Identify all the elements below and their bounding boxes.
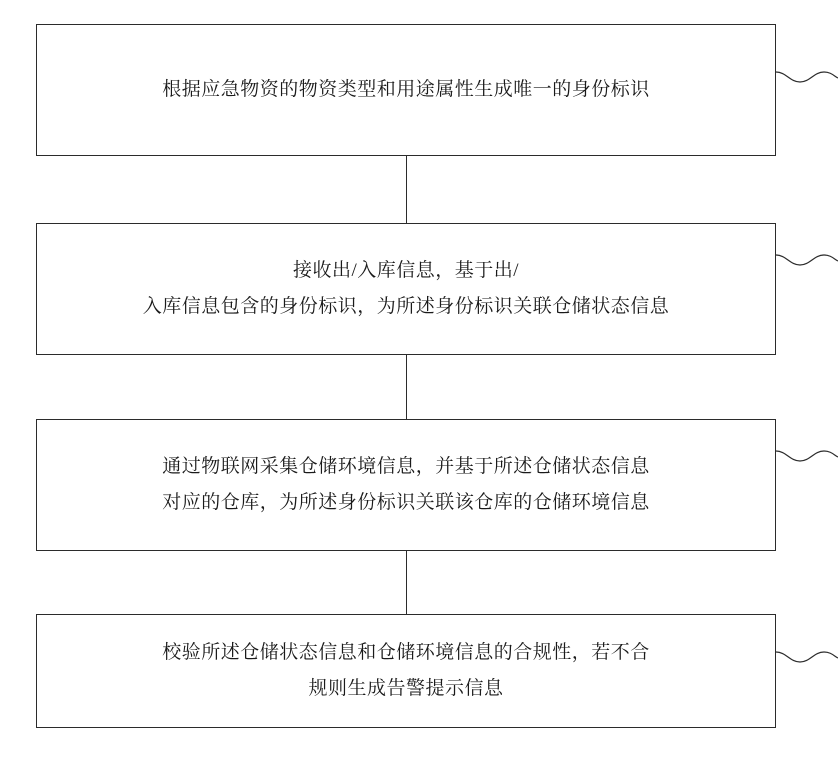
- step-leader-squiggle-4: [776, 648, 838, 672]
- flowchart-connector-2: [406, 355, 407, 419]
- step-leader-squiggle-3: [776, 447, 838, 471]
- flowchart-step-box-3: [36, 419, 776, 551]
- flowchart-connector-1: [406, 156, 407, 223]
- flowchart-step-text-2: 接收出/入库信息，基于出/ 入库信息包含的身份标识，为所述身份标识关联仓储状态信息: [142, 260, 670, 317]
- flowchart-step-text-3: 通过物联网采集仓储环境信息，并基于所述仓储状态信息 对应的仓库，为所述身份标识关联该仓库的仓储环境信息: [162, 456, 650, 513]
- step-leader-squiggle-2: [776, 251, 838, 275]
- flowchart-step-box-1: [36, 24, 776, 156]
- step-leader-squiggle-1: [776, 68, 838, 92]
- flowchart-step-box-2: [36, 223, 776, 355]
- flowchart-step-text-4: 校验所述仓储状态信息和仓储环境信息的合规性，若不合 规则生成告警提示信息: [162, 642, 650, 699]
- flowchart-step-box-4: [36, 614, 776, 728]
- flowchart-step-text-1: 根据应急物资的物资类型和用途属性生成唯一的身份标识: [162, 79, 650, 100]
- flowchart-connector-3: [406, 551, 407, 614]
